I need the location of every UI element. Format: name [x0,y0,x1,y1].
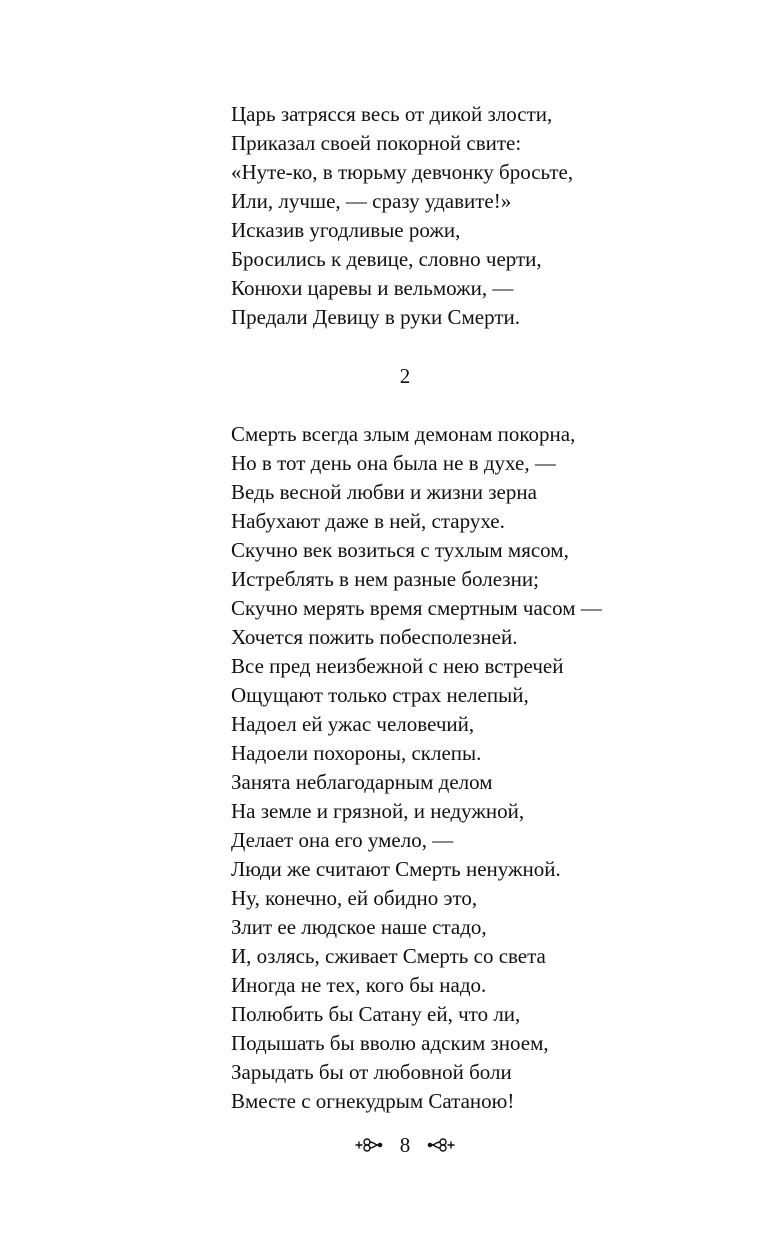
poem-line: Но в тот день она была не в духе, — [231,451,556,475]
poem-line: Надоел ей ужас человечий, [231,712,475,736]
poem-line: И, озлясь, сживает Смерть со света [231,944,546,968]
poem-line: Бросились к девице, словно черти, [231,247,542,271]
stanza-2 [231,420,751,1116]
page-number: 8 [399,1132,411,1157]
poem-line: Или, лучше, — сразу удавите!» [231,189,512,213]
poem-line: Приказал своей покорной свите: [231,131,522,155]
poem-line: Люди же считают Смерть ненужной. [231,857,561,881]
poem-line: Смерть всегда злым демонам покорна, [231,422,576,446]
stanza-1 [231,100,751,332]
poem-line: Зарыдать бы от любовной боли [231,1060,512,1084]
poem-line: Все пред неизбежной с нею встречей [231,654,564,678]
poem-line: Исказив угодливые рожи, [231,218,461,242]
poem-line: Скучно мерять время смертным часом — [231,596,602,620]
poem-line: На земле и грязной, и недужной, [231,799,525,823]
poem-line: Истреблять в нем разные болезни; [231,567,539,591]
poem-line: Ну, конечно, ей обидно это, [231,886,478,910]
poem-line: Вместе с огнекудрым Сатаною! [231,1089,515,1113]
flourish-right-icon [426,1137,456,1153]
poem-line: Полюбить бы Сатану ей, что ли, [231,1002,521,1026]
poem-line: Ощущают только страх нелепый, [231,683,529,707]
poem-line: Надоели похороны, склепы. [231,741,482,765]
poem-line: Делает она его умело, — [231,828,454,852]
page-footer [350,1130,460,1160]
poem-line: Злит ее людское наше стадо, [231,915,487,939]
section-number: 2 [399,364,411,388]
poem-line: «Нуте-ко, в тюрьму девчонку бросьте, [231,160,574,184]
poem-line: Скучно век возиться с тухлым мясом, [231,538,569,562]
poem-line: Набухают даже в ней, старухе. [231,509,505,533]
poem-line: Хочется пожить побесполезней. [231,625,518,649]
poem-line: Конюхи царевы и вельможи, — [231,276,514,300]
flourish-left-icon [354,1137,384,1153]
poem-line: Занята неблагодарным делом [231,770,493,794]
poem-line: Ведь весной любви и жизни зерна [231,480,537,504]
poem-line: Иногда не тех, кого бы надо. [231,973,487,997]
poem-line: Подышать бы вволю адским зноем, [231,1031,549,1055]
poem-line: Царь затрясся весь от дикой злости, [231,102,553,126]
poem-line: Предали Девицу в руки Смерти. [231,305,520,329]
